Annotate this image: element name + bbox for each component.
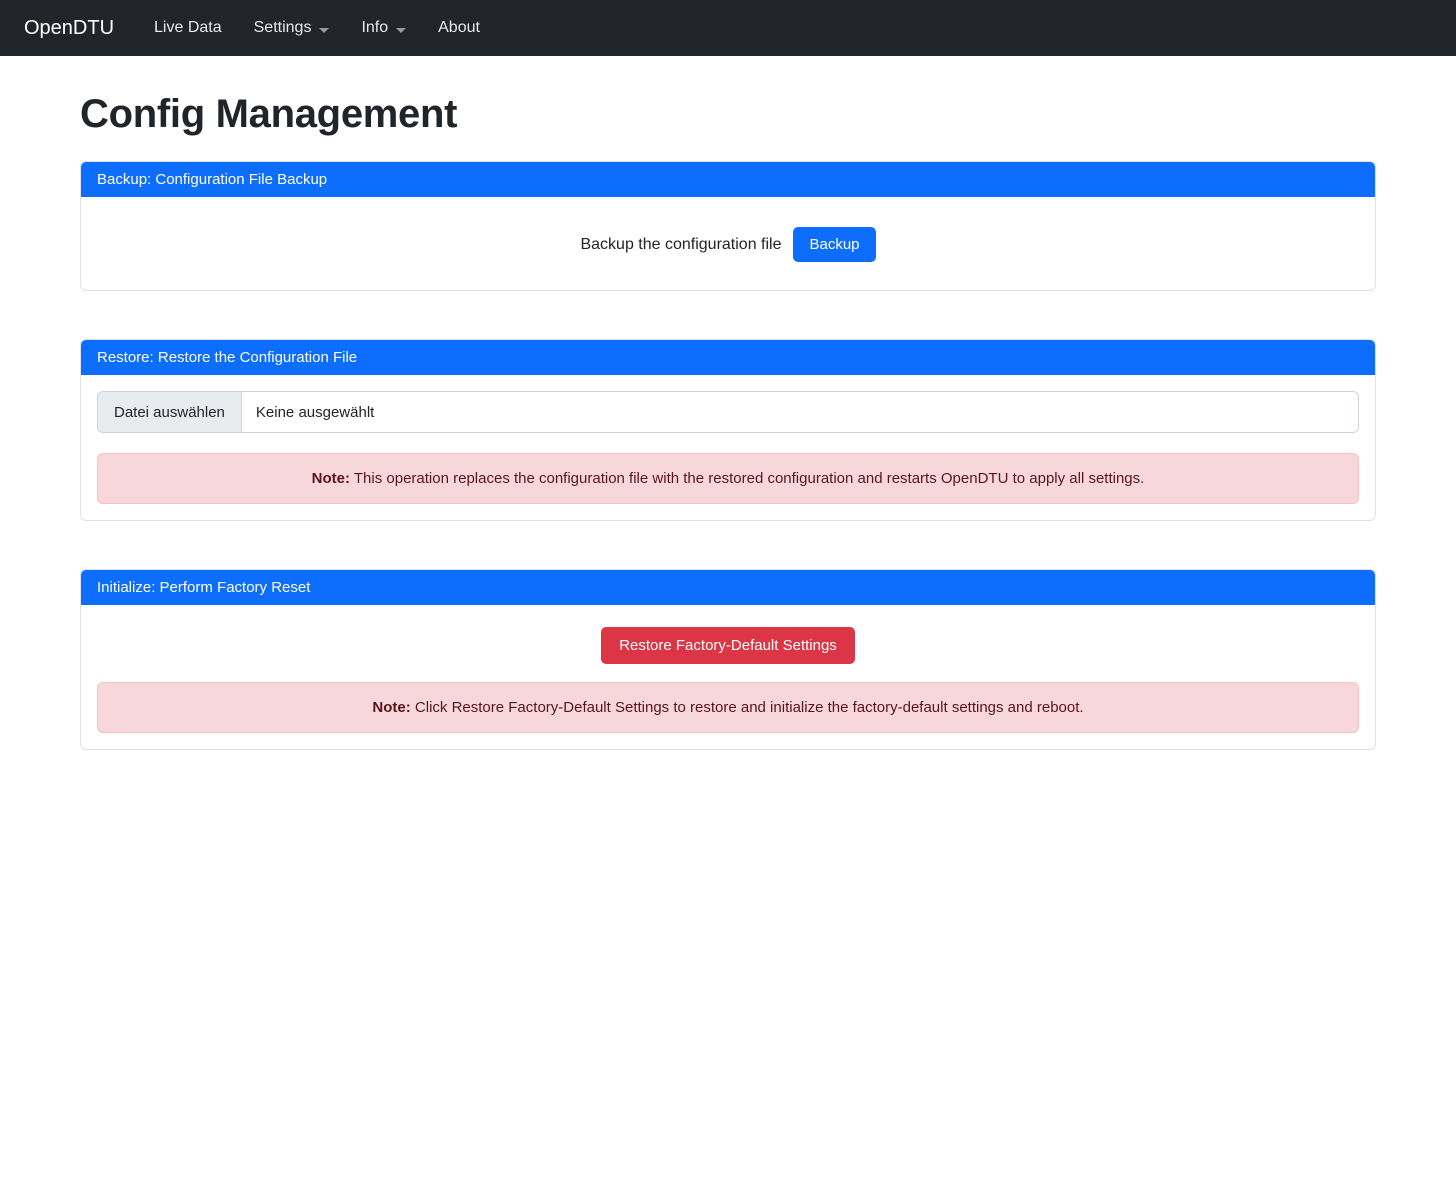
initialize-note-alert (97, 682, 1359, 733)
brand-logo[interactable]: OpenDTU (24, 16, 115, 39)
backup-button[interactable]: Backup (793, 227, 875, 262)
nav-item-live-data[interactable] (138, 11, 238, 45)
backup-row (97, 213, 1359, 274)
restore-card-body (81, 375, 1375, 520)
factory-reset-row (97, 621, 1359, 682)
selected-file-name: Keine ausgewählt (255, 403, 375, 421)
chevron-down-icon (319, 28, 329, 33)
nav-item-settings[interactable] (238, 11, 346, 45)
backup-description: Backup the configuration file (580, 235, 782, 253)
restore-card-header: Restore: Restore the Configuration File (81, 340, 1375, 375)
initialize-note-label: Note: (372, 699, 411, 716)
initialize-card-body (81, 605, 1375, 749)
nav-item-label: Live Data (154, 19, 222, 36)
restore-note-alert (97, 453, 1359, 504)
initialize-note-text: Click Restore Factory-Default Settings to restore and initialize the factory-default settings and reboot. (410, 699, 1084, 716)
nav-item-info[interactable] (345, 11, 422, 45)
nav-item-label: Info (361, 19, 389, 36)
initialize-card (80, 569, 1376, 750)
chevron-down-icon (396, 28, 406, 33)
nav-item-label: Settings (253, 19, 312, 36)
choose-file-button[interactable]: Datei auswählen (98, 392, 242, 432)
backup-card-header: Backup: Configuration File Backup (81, 162, 1375, 197)
restore-factory-defaults-button[interactable]: Restore Factory-Default Settings (601, 627, 855, 664)
nav-links (138, 11, 496, 45)
backup-card (80, 161, 1376, 291)
initialize-card-header: Initialize: Perform Factory Reset (81, 570, 1375, 605)
nav-item-about[interactable] (422, 11, 496, 45)
restore-note-text: This operation replaces the configuration file with the restored configuration and restarts OpenDTU to apply all settings. (350, 470, 1145, 487)
top-navbar (0, 0, 1456, 56)
restore-note-label: Note: (311, 470, 350, 487)
restore-file-input[interactable] (97, 391, 1359, 433)
restore-card (80, 339, 1376, 521)
nav-item-label: About (438, 19, 480, 36)
backup-card-body (81, 197, 1375, 290)
page-content (0, 92, 1456, 750)
page-title: Config Management (80, 92, 458, 136)
